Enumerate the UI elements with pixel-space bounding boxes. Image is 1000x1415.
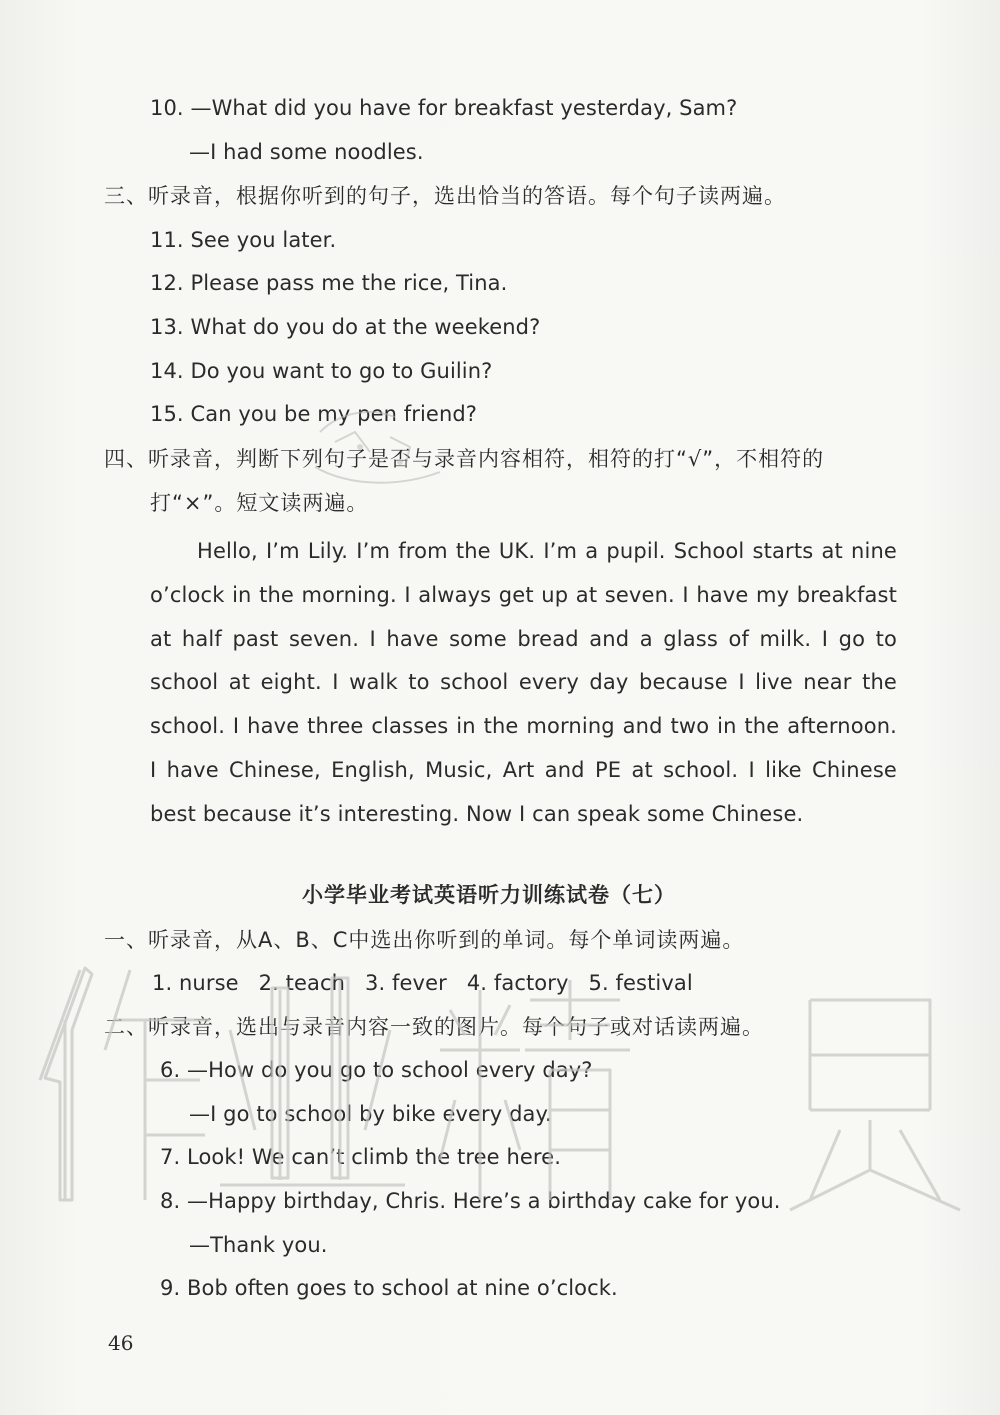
test-title: 小学毕业考试英语听力训练试卷（七） (302, 883, 676, 907)
large-watermark-icon (10, 960, 990, 1220)
section3-item: 14. Do you want to go to Guilin? (150, 359, 493, 383)
q10-question: 10. —What did you have for breakfast yesterday, Sam? (150, 96, 738, 120)
section3-item: 12. Please pass me the rice, Tina. (150, 271, 508, 295)
test7-section2-line: 8. —Happy birthday, Chris. Here’s a birthday cake for you. (160, 1189, 781, 1213)
test7-section2-heading: 二、听录音，选出与录音内容一致的图片。每个句子或对话读两遍。 (104, 1015, 764, 1039)
test7-section2-line: 7. Look! We can’t climb the tree here. (160, 1145, 561, 1169)
test7-section2-line: 6. —How do you go to school every day? (160, 1058, 593, 1082)
test7-section2-line: —Thank you. (189, 1233, 328, 1257)
word-list (152, 969, 713, 997)
page-number: 46 (108, 1331, 134, 1355)
word-item: 2. teach (258, 971, 346, 995)
section3-heading: 三、听录音，根据你听到的句子，选出恰当的答语。每个句子读两遍。 (104, 184, 786, 208)
word-item: 4. factory (466, 971, 569, 995)
test7-section1-heading: 一、听录音，从A、B、C中选出你听到的单词。每个单词读两遍。 (104, 928, 745, 952)
section4-heading-line1: 四、听录音，判断下列句子是否与录音内容相符，相符的打“√”，不相符的 (104, 447, 825, 471)
section3-item: 11. See you later. (150, 228, 337, 252)
q10-answer: —I had some noodles. (189, 140, 424, 164)
section3-item: 15. Can you be my pen friend? (150, 402, 478, 426)
section3-item: 13. What do you do at the weekend? (150, 315, 541, 339)
section4-heading-line2: 打“×”。短文读两遍。 (150, 491, 369, 515)
word-item: 3. fever (365, 971, 447, 995)
test7-section2-line: —I go to school by bike every day. (189, 1102, 552, 1126)
listening-passage: Hello, I’m Lily. I’m from the UK. I’m a pupil. School starts at nine o’clock in the morning. I always get up at seven. I have my breakfast at half past seven. I have some bread and a glass of milk. I go to school at eight. I walk to school every day because I live near the school. I have three classes in the morning and two in the afternoon. I have Chinese, English, Music, Art and PE at school. I like Chinese best because it’s interesting. Now I can speak some Chinese. (150, 539, 897, 826)
word-item: 1. nurse (152, 971, 239, 995)
word-item: 5. festival (588, 971, 693, 995)
test7-section2-line: 9. Bob often goes to school at nine o’clock. (160, 1276, 618, 1300)
